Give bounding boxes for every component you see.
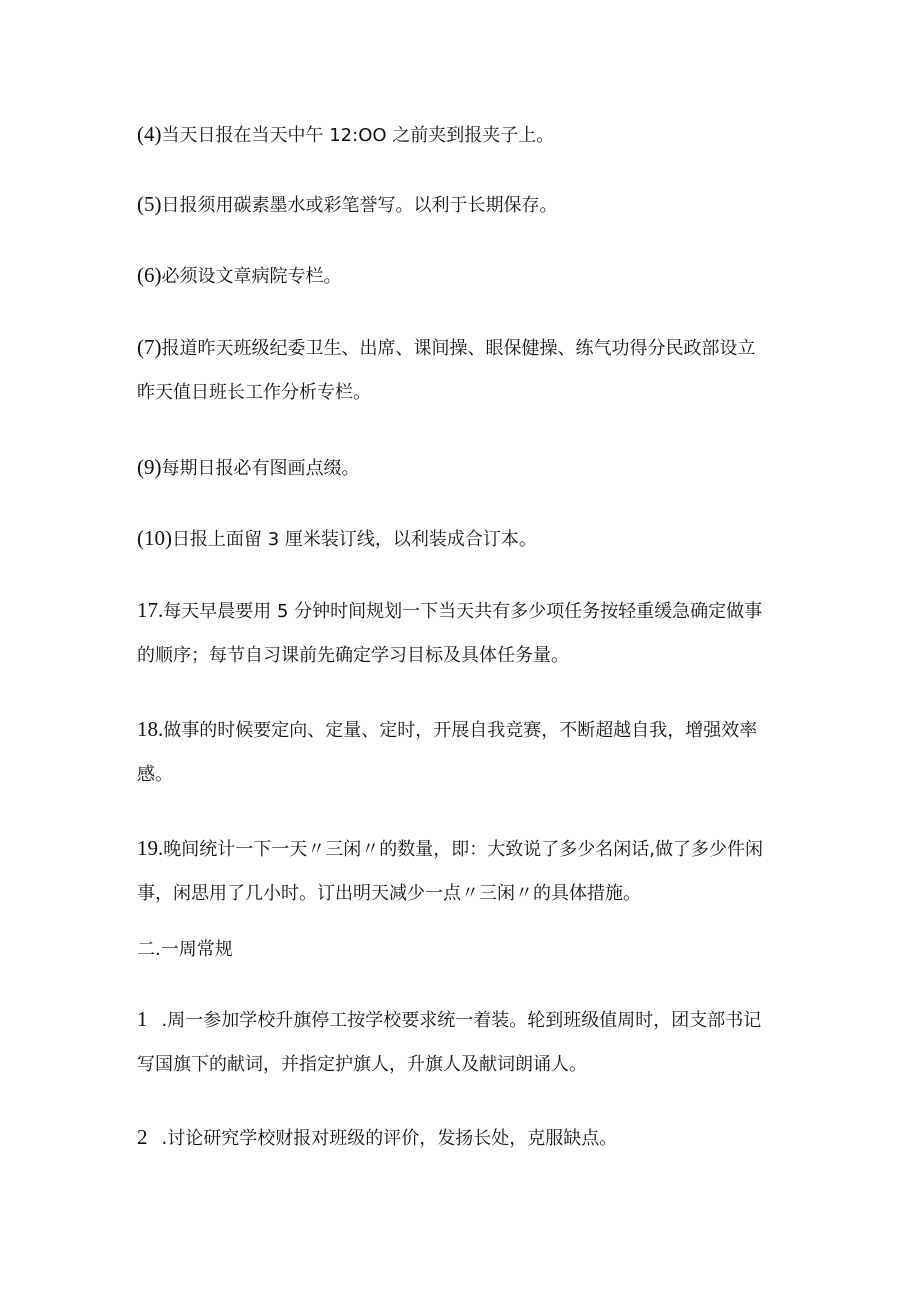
section-heading	[137, 927, 797, 973]
paragraph-text: 报道昨天班级纪委卫生、出席、课间操、眼保健操、练气功得分民政部设立	[161, 338, 756, 359]
paragraph-item-7	[137, 324, 797, 416]
heading-text: 二.一周常规	[137, 939, 233, 960]
item-number: (5)	[137, 192, 162, 216]
paragraph-text: 做事的时候要定向、定量、定时，开展自我竞赛，不断超越自我，增强效率	[163, 720, 758, 741]
paragraph-item-5	[137, 181, 797, 227]
paragraph-text: .讨论研究学校财报对班级的评价，发扬长处，克服缺点。	[161, 1128, 618, 1149]
paragraph-text: .周一参加学校升旗停工按学校要求统一着装。轮到班级值周时，团支部书记	[161, 1010, 762, 1031]
paragraph-item-2	[137, 1114, 797, 1160]
item-number: (10)	[137, 526, 172, 550]
item-number: 19.	[137, 836, 164, 860]
paragraph-text: 晚间统计一下一天〃三闲〃的数量，即：大致说了多少名闲话,做了多少件闲	[163, 839, 763, 860]
paragraph-text: 必须设文章病院专栏。	[161, 266, 342, 287]
item-number: 1	[137, 1007, 148, 1031]
item-number: (9)	[137, 455, 162, 479]
item-number: 17.	[137, 598, 164, 622]
item-number: 2	[137, 1125, 148, 1149]
paragraph-item-4	[137, 111, 797, 157]
paragraph-text: 感。	[137, 764, 173, 785]
paragraph-text: 昨天值日班长工作分析专栏。	[137, 382, 371, 403]
paragraph-text: 每期日报必有图画点缀。	[161, 458, 360, 479]
paragraph-item-10	[137, 515, 797, 561]
paragraph-item-19	[137, 825, 797, 917]
paragraph-item-9	[137, 444, 797, 490]
paragraph-item-1	[137, 996, 797, 1088]
paragraph-text: 的顺序；每节自习课前先确定学习目标及具体任务量。	[137, 645, 569, 666]
paragraph-text: 写国旗下的献词，并指定护旗人，升旗人及献词朗诵人。	[137, 1054, 587, 1075]
paragraph-text: 日报须用碳素墨水或彩笔誉写。以利于长期保存。	[161, 195, 558, 216]
paragraph-item-17	[137, 587, 797, 679]
item-number: (4)	[137, 122, 162, 146]
paragraph-text: 当天日报在当天中午 12:OO 之前夹到报夹子上。	[161, 125, 555, 146]
item-number: 18.	[137, 717, 164, 741]
paragraph-item-18	[137, 706, 797, 798]
paragraph-text: 每天早晨要用 5 分钟时间规划一下当天共有多少项任务按轻重缓急确定做事	[163, 601, 763, 622]
paragraph-text: 事，闲思用了几小时。订出明天减少一点〃三闲〃的具体措施。	[137, 883, 641, 904]
paragraph-item-6	[137, 252, 797, 298]
item-number: (6)	[137, 263, 162, 287]
item-number: (7)	[137, 335, 162, 359]
paragraph-text: 日报上面留 3 厘米装订线，以利装成合订本。	[172, 529, 537, 550]
